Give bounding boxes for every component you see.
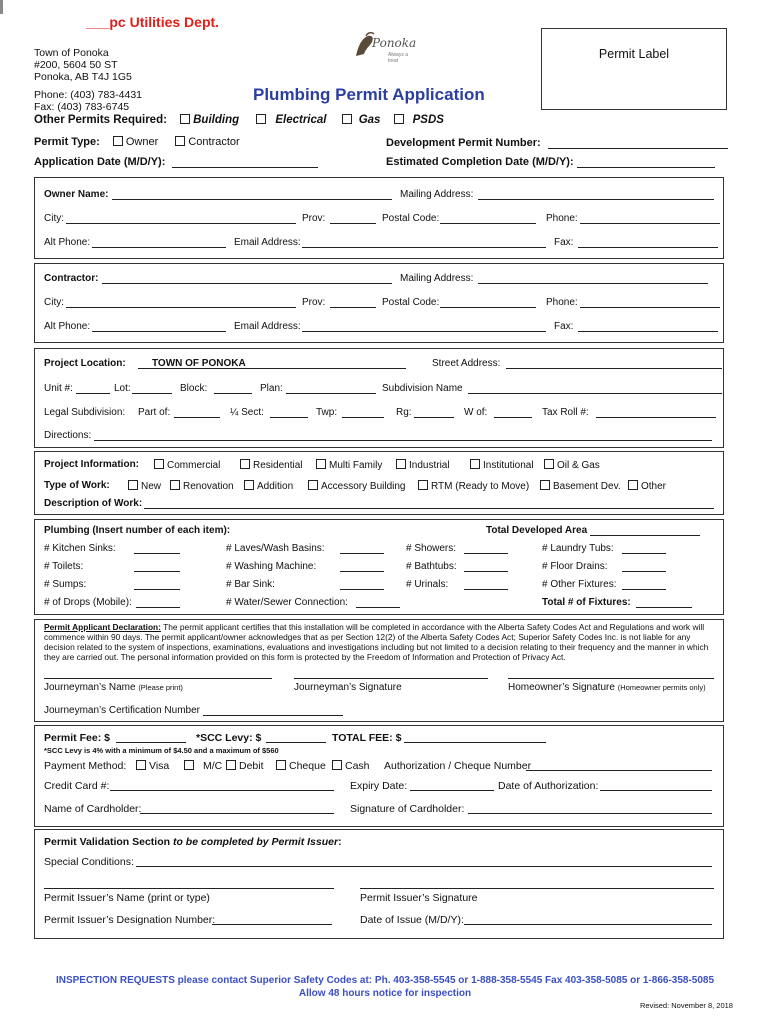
bar-sink-field[interactable]: [340, 579, 384, 590]
institutional-label: Institutional: [483, 460, 534, 471]
plan-field[interactable]: [286, 383, 376, 394]
building-checkbox[interactable]: [180, 114, 190, 124]
showers-field[interactable]: [464, 543, 508, 554]
street-address-label: Street Address:: [432, 358, 501, 369]
type-of-work-row: [44, 480, 722, 494]
owner-checkbox[interactable]: [113, 136, 123, 146]
town-contact: [34, 89, 142, 113]
part-of-label: Part of:: [138, 407, 171, 418]
dev-permit-row: [386, 137, 728, 149]
validation-heading-colon: :: [338, 836, 342, 848]
other-fixtures-field[interactable]: [622, 579, 666, 590]
owner-name-label: Owner Name:: [44, 189, 109, 200]
homeowner-signature-label: Homeowner’s Signature: [508, 682, 615, 693]
scc-levy-label: *SCC Levy: $: [196, 732, 262, 744]
cash-checkbox[interactable]: [332, 760, 342, 770]
contractor-row-2: [44, 297, 722, 311]
cardholder-label: Name of Cardholder:: [44, 803, 142, 815]
completion-date-row: [386, 156, 715, 168]
owner-postal-field[interactable]: [440, 213, 536, 224]
payment-method-label: Payment Method:: [44, 760, 127, 772]
contractor-mailing-label: Mailing Address:: [400, 273, 474, 284]
owner-email-label: Email Address:: [234, 237, 301, 248]
contractor-row-1: [44, 273, 722, 287]
owner-option: Owner: [125, 136, 159, 148]
address-line: Town of Ponoka: [34, 47, 109, 59]
owner-postal-label: Postal Code:: [382, 213, 440, 224]
contractor-fax-field[interactable]: [578, 321, 718, 332]
address-line: Ponoka, AB T4J 1G5: [34, 71, 132, 83]
special-conditions-label: Special Conditions:: [44, 856, 134, 868]
w-of-label: W of:: [464, 407, 488, 418]
total-fixtures-field[interactable]: [636, 597, 692, 608]
multi-family-label: Multi Family: [329, 460, 383, 471]
rtm-label: RTM (Ready to Move): [431, 481, 530, 492]
addition-checkbox[interactable]: [244, 480, 254, 490]
residential-checkbox[interactable]: [240, 459, 250, 469]
block-label: Block:: [180, 383, 208, 394]
fees-row: [44, 732, 722, 746]
declaration-heading: Permit Applicant Declaration:: [44, 622, 161, 632]
washing-machine-label: # Washing Machine:: [226, 561, 317, 572]
app-date-label: Application Date (M/D/Y):: [34, 156, 166, 168]
urinals-field[interactable]: [464, 579, 508, 590]
subdivision-field[interactable]: [468, 383, 722, 394]
form-title: Plumbing Permit Application: [253, 85, 485, 104]
location-row-3: [44, 407, 722, 421]
urinals-label: # Urinals:: [406, 579, 449, 590]
owner-row-3: [44, 237, 722, 251]
kitchen-sinks-label: # Kitchen Sinks:: [44, 543, 116, 554]
location-row-2: [44, 383, 722, 397]
bar-sink-label: # Bar Sink:: [226, 579, 275, 590]
sumps-field[interactable]: [134, 579, 180, 590]
electrical-checkbox[interactable]: [256, 114, 266, 124]
quarter-sect-field[interactable]: [270, 407, 308, 418]
bathtubs-label: # Bathtubs:: [406, 561, 457, 572]
contractor-name-label: Contractor:: [44, 273, 99, 284]
basement-checkbox[interactable]: [540, 480, 550, 490]
contractor-email-field[interactable]: [302, 321, 546, 332]
revised-date: Revised: November 8, 2018: [640, 1001, 733, 1010]
water-sewer-field[interactable]: [356, 597, 400, 608]
auth-number-field[interactable]: [526, 760, 712, 771]
owner-row-1: [44, 189, 722, 203]
tax-roll-field[interactable]: [596, 407, 716, 418]
validation-heading-italic: to be completed by Permit Issuer: [170, 836, 339, 848]
owner-phone-label: Phone:: [546, 213, 578, 224]
location-label: Project Location:: [44, 358, 126, 369]
contractor-option: Contractor: [188, 136, 240, 148]
industrial-checkbox[interactable]: [396, 459, 406, 469]
town-fax: Fax: (403) 783-6745: [34, 101, 130, 113]
permit-label-box: [541, 28, 727, 110]
contractor-alt-phone-label: Alt Phone:: [44, 321, 91, 332]
new-label: New: [141, 481, 162, 492]
issue-date-field[interactable]: [464, 914, 712, 925]
plumbing-label: Plumbing (Insert number of each item):: [44, 525, 231, 536]
building-label: Building: [193, 114, 240, 126]
visa-label: Visa: [149, 760, 170, 772]
cert-number-field[interactable]: [203, 705, 343, 716]
laundry-tubs-label: # Laundry Tubs:: [542, 543, 614, 554]
accessory-building-label: Accessory Building: [321, 481, 406, 492]
directions-label: Directions:: [44, 430, 92, 441]
cardholder-signature-label: Signature of Cardholder:: [350, 803, 465, 815]
contractor-alt-phone-field[interactable]: [92, 321, 226, 332]
credit-card-label: Credit Card #:: [44, 780, 110, 792]
drops-label: # of Drops (Mobile):: [44, 597, 132, 608]
auth-date-field[interactable]: [600, 780, 712, 791]
laves-field[interactable]: [340, 543, 384, 554]
industrial-label: Industrial: [409, 460, 450, 471]
owner-mailing-label: Mailing Address:: [400, 189, 474, 200]
washing-machine-field[interactable]: [340, 561, 384, 572]
plumbing-row-3: [44, 579, 722, 593]
lot-label: Lot:: [114, 383, 131, 394]
contractor-postal-label: Postal Code:: [382, 297, 440, 308]
unit-field[interactable]: [76, 383, 110, 394]
owner-alt-phone-label: Alt Phone:: [44, 237, 91, 248]
contractor-fax-label: Fax:: [554, 321, 574, 332]
showers-label: # Showers:: [406, 543, 457, 554]
journeyman-name-label: Journeyman’s Name: [44, 682, 136, 693]
owner-mailing-field[interactable]: [478, 189, 714, 200]
cert-number-row: [44, 705, 343, 716]
plumbing-row-2: [44, 561, 722, 575]
owner-email-field[interactable]: [302, 237, 546, 248]
floor-drains-label: # Floor Drains:: [542, 561, 608, 572]
bathtubs-field[interactable]: [464, 561, 508, 572]
directions-field[interactable]: [94, 430, 712, 441]
validation-heading: [44, 836, 342, 848]
cardholder-field[interactable]: [140, 803, 334, 814]
issuer-signature-label: Permit Issuer’s Signature: [360, 892, 478, 904]
journeyman-name-caption: [44, 682, 183, 693]
project-info-row: [44, 459, 722, 473]
scc-levy-field[interactable]: [266, 732, 326, 743]
permit-fee-field[interactable]: [116, 732, 186, 743]
contractor-email-label: Email Address:: [234, 321, 301, 332]
permit-label-text: Permit Label: [598, 47, 670, 61]
renovation-label: Renovation: [183, 481, 234, 492]
commercial-checkbox[interactable]: [154, 459, 164, 469]
contractor-mailing-field[interactable]: [478, 273, 708, 284]
permit-type-label: Permit Type:: [34, 136, 100, 148]
street-address-field[interactable]: [506, 358, 722, 369]
contractor-checkbox[interactable]: [175, 136, 185, 146]
description-label: Description of Work:: [44, 498, 143, 509]
declaration-paragraph: [44, 622, 720, 662]
water-sewer-label: # Water/Sewer Connection:: [226, 597, 348, 608]
debit-label: Debit: [239, 760, 264, 772]
oil-gas-label: Oil & Gas: [557, 460, 600, 471]
permit-type-row: [34, 136, 240, 148]
logo-tagline: Always a treat: [388, 52, 409, 64]
owner-row-2: [44, 213, 722, 227]
kitchen-sinks-field[interactable]: [134, 543, 180, 554]
part-of-field[interactable]: [174, 407, 220, 418]
owner-city-label: City:: [44, 213, 64, 224]
app-date-row: [34, 156, 318, 168]
issue-date-label: Date of Issue (M/D/Y):: [360, 914, 464, 926]
debit-checkbox[interactable]: [226, 760, 236, 770]
toilets-label: # Toilets:: [44, 561, 84, 572]
owner-prov-field[interactable]: [330, 213, 376, 224]
contractor-phone-label: Phone:: [546, 297, 578, 308]
address-line: #200, 5604 50 ST: [34, 59, 118, 71]
owner-city-field[interactable]: [66, 213, 296, 224]
rg-field[interactable]: [414, 407, 454, 418]
cheque-label: Cheque: [289, 760, 326, 772]
homeowner-signature-caption: [508, 682, 706, 693]
oil-gas-checkbox[interactable]: [544, 459, 554, 469]
psds-label: PSDS: [412, 114, 444, 126]
issuer-row: [44, 914, 722, 928]
floor-drains-field[interactable]: [622, 561, 666, 572]
expiry-label: Expiry Date:: [350, 780, 408, 792]
inspection-requests: INSPECTION REQUESTS please contact Superior Safety Codes at: Ph. 403-358-5545 or 1-888-358-5545 Fax 403-358-5085 or 1-866-358-5085: [55, 975, 715, 986]
contractor-city-label: City:: [44, 297, 64, 308]
town-phone: Phone: (403) 783-4431: [34, 89, 142, 101]
payment-row: [44, 760, 722, 774]
completion-date-label: Estimated Completion Date (M/D/Y):: [386, 156, 574, 168]
auth-date-label: Date of Authorization:: [498, 780, 599, 792]
cardholder-row: [44, 803, 722, 817]
legal-subdivision-label: Legal Subdivision:: [44, 407, 126, 418]
page-edge-mark: [0, 0, 3, 14]
location-row-4: [44, 430, 722, 444]
town-address: [34, 47, 132, 83]
plumbing-row-4: [44, 597, 722, 611]
electrical-label: Electrical: [275, 114, 327, 126]
commercial-label: Commercial: [167, 460, 221, 471]
owner-fax-field[interactable]: [578, 237, 718, 248]
contractor-row-3: [44, 321, 722, 335]
issuer-signature-field[interactable]: [360, 888, 714, 889]
journeyman-signature-field[interactable]: [294, 678, 488, 679]
auth-number-label: Authorization / Cheque Number: [384, 760, 532, 772]
special-conditions-field[interactable]: [136, 856, 712, 867]
w-of-field[interactable]: [494, 407, 532, 418]
gas-label: Gas: [358, 114, 381, 126]
owner-phone-field[interactable]: [580, 213, 720, 224]
residential-label: Residential: [253, 460, 303, 471]
mc-label: M/C: [203, 760, 223, 772]
credit-card-field[interactable]: [110, 780, 334, 791]
contractor-phone-field[interactable]: [580, 297, 720, 308]
homeowner-note: (Homeowner permits only): [617, 683, 706, 692]
homeowner-signature-field[interactable]: [508, 678, 714, 679]
owner-name-field[interactable]: [112, 189, 392, 200]
owner-prov-label: Prov:: [302, 213, 326, 224]
special-conditions-row: [44, 856, 722, 870]
logo-text: Ponoka: [372, 36, 417, 50]
description-field[interactable]: [144, 498, 714, 509]
subdivision-label: Subdivision Name: [382, 383, 463, 394]
visa-checkbox[interactable]: [136, 760, 146, 770]
mc-checkbox[interactable]: [184, 760, 194, 770]
other-label: Other: [641, 481, 667, 492]
renovation-checkbox[interactable]: [170, 480, 180, 490]
laves-label: # Laves/Wash Basins:: [226, 543, 325, 554]
owner-fax-label: Fax:: [554, 237, 574, 248]
contractor-city-field[interactable]: [66, 297, 296, 308]
cash-label: Cash: [345, 760, 370, 772]
total-area-label: Total Developed Area: [486, 525, 588, 536]
levy-note: *SCC Levy is 4% with a minimum of $4.50 and a maximum of $560: [44, 746, 279, 755]
other-fixtures-label: # Other Fixtures:: [542, 579, 617, 590]
declaration-text: The permit applicant certifies that this installation will be completed in accordance with the Alberta Safety Codes Act and Regulations and work will commence within 90 days. The permit applicant/owner acknowledges that as per Section 12(2) of the Alberta Safety Codes Act; Superior Safety Codes Inc. is not liable for any decision related to the system of inspections, examinations, evaluations and investigations including but not limited to a decision relating to their frequency and the manner in which they are carried out. The personal information provided on this form is protected by the Freedom of Information and Protection of Privacy Act.: [44, 622, 709, 662]
psds-checkbox[interactable]: [394, 114, 404, 124]
app-date-field[interactable]: [172, 157, 318, 168]
twp-field[interactable]: [342, 407, 384, 418]
toilets-field[interactable]: [134, 561, 180, 572]
plumbing-row-1: [44, 543, 722, 557]
quarter-sect-label: ¼ Sect:: [230, 407, 264, 418]
description-row: [44, 498, 722, 512]
institutional-checkbox[interactable]: [470, 459, 480, 469]
addition-label: Addition: [257, 481, 294, 492]
credit-card-row: [44, 780, 722, 794]
validation-heading-text: Permit Validation Section: [44, 836, 171, 848]
total-fee-label: TOTAL FEE: $: [332, 732, 402, 744]
please-print-note: (Please print): [138, 683, 183, 692]
type-of-work-label: Type of Work:: [44, 480, 110, 491]
dept-name: ___pc Utilities Dept.: [86, 14, 220, 30]
contractor-prov-label: Prov:: [302, 297, 326, 308]
journeyman-signature-label: Journeyman’s Signature: [294, 682, 402, 693]
other-permits-label: Other Permits Required:: [34, 114, 167, 126]
gas-checkbox[interactable]: [342, 114, 352, 124]
other-checkbox[interactable]: [628, 480, 638, 490]
twp-label: Twp:: [316, 407, 338, 418]
dev-permit-field[interactable]: [548, 138, 728, 149]
unit-label: Unit #:: [44, 383, 73, 394]
block-field[interactable]: [214, 383, 252, 394]
contractor-postal-field[interactable]: [440, 297, 536, 308]
designation-label: Permit Issuer’s Designation Number:: [44, 914, 216, 926]
rg-label: Rg:: [396, 407, 412, 418]
contractor-name-field[interactable]: [102, 273, 392, 284]
plumbing-header-row: [44, 525, 722, 539]
issuer-name-field[interactable]: [44, 888, 334, 889]
expiry-field[interactable]: [410, 780, 494, 791]
issuer-name-label: Permit Issuer’s Name (print or type): [44, 892, 210, 904]
dev-permit-label: Development Permit Number:: [386, 137, 541, 149]
total-area-field[interactable]: [590, 525, 700, 536]
contractor-prov-field[interactable]: [330, 297, 376, 308]
multi-family-checkbox[interactable]: [316, 459, 326, 469]
rtm-checkbox[interactable]: [418, 480, 428, 490]
designation-field[interactable]: [212, 914, 332, 925]
laundry-tubs-field[interactable]: [622, 543, 666, 554]
sumps-label: # Sumps:: [44, 579, 87, 590]
basement-label: Basement Dev.: [553, 481, 621, 492]
completion-date-field[interactable]: [577, 157, 715, 168]
drops-field[interactable]: [136, 597, 180, 608]
new-checkbox[interactable]: [128, 480, 138, 490]
other-permits-row: [34, 114, 444, 126]
tax-roll-label: Tax Roll #:: [542, 407, 589, 418]
permit-fee-label: Permit Fee: $: [44, 732, 110, 744]
project-info-label: Project Information:: [44, 459, 140, 470]
location-row-1: [44, 358, 722, 372]
ponoka-logo: [352, 30, 417, 64]
journeyman-name-field[interactable]: [44, 678, 272, 679]
cheque-checkbox[interactable]: [276, 760, 286, 770]
total-fee-field[interactable]: [404, 732, 546, 743]
owner-alt-phone-field[interactable]: [92, 237, 226, 248]
location-value: TOWN OF PONOKA: [152, 358, 246, 369]
cert-number-label: Journeyman’s Certification Number: [44, 705, 200, 716]
accessory-building-checkbox[interactable]: [308, 480, 318, 490]
plan-label: Plan:: [260, 383, 283, 394]
cardholder-signature-field[interactable]: [468, 803, 712, 814]
notice-line: Allow 48 hours notice for inspection: [298, 988, 472, 999]
lot-field[interactable]: [132, 383, 172, 394]
total-fixtures-label: Total # of Fixtures:: [542, 597, 631, 608]
